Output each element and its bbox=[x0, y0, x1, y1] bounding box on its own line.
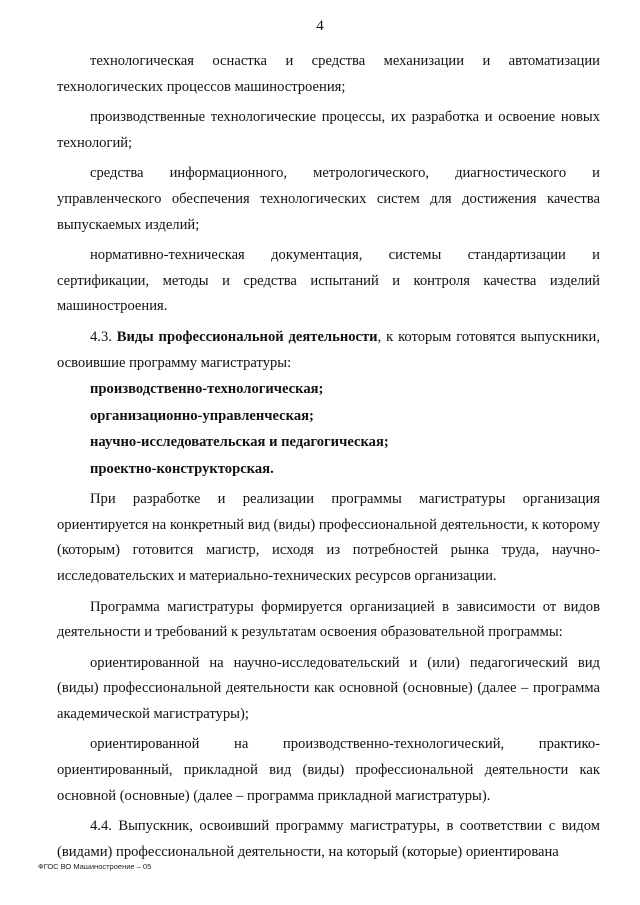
paragraph-program-formation: Программа магистратуры формируется организацией в зависимости от видов деятельности и требований к результатам освоения образовательной программы: bbox=[57, 598, 600, 641]
document-footer: ФГОС ВО Машиностроение – 05 bbox=[38, 862, 152, 871]
document-body bbox=[57, 49, 600, 865]
section-4-3-bold-phrase: Виды профессиональной деятельности bbox=[116, 328, 378, 345]
paragraph-academic-master: ориентированной на научно-исследовательский и (или) педагогический вид (виды) профессиональной деятельности как основной (основные) (далее – программа академической магистратуры); bbox=[57, 654, 600, 722]
paragraph-documentation: нормативно-техническая документация, системы стандартизации и сертификации, методы и средства испытаний и контроля качества изделий машиностроения. bbox=[57, 247, 600, 315]
activity-type-item: проектно-конструкторская. bbox=[90, 460, 274, 477]
section-4-3-paragraph bbox=[57, 325, 600, 376]
paragraph-applied-master: ориентированной на производственно-технологический, практико-ориентированный, прикладной вид (виды) профессиональной деятельности как основной (основные) (далее – программа прикладной магистратуры). bbox=[57, 736, 600, 804]
paragraph-program-orientation: При разработке и реализации программы магистратуры организация ориентируется на конкретный вид (виды) профессиональной деятельности, к которому (которым) готовится магистр, исходя из потребностей рынка труда, научно-исследовательских и материально-технических ресурсов организации. bbox=[57, 491, 600, 584]
section-4-3-number: 4.3. bbox=[90, 328, 117, 345]
section-4-4-paragraph: 4.4. Выпускник, освоивший программу магистратуры, в соответствии с видом (видами) профессиональной деятельности, на который (которые) ориентирована bbox=[57, 818, 600, 860]
activity-type-item: производственно-технологическая; bbox=[90, 381, 324, 398]
page-number: 4 bbox=[316, 18, 324, 34]
activity-type-item: научно-исследовательская и педагогическая; bbox=[90, 434, 389, 451]
section-4-3-rest: , к которым готовятся выпускники, освоившие программу магистратуры: bbox=[57, 328, 600, 371]
paragraph-support-means: средства информационного, метрологического, диагностического и управленческого обеспечения технологических систем для достижения качества выпускаемых изделий; bbox=[57, 165, 600, 233]
activity-type-item: организационно-управленческая; bbox=[90, 407, 314, 424]
paragraph-processes: производственные технологические процессы, их разработка и освоение новых технологий; bbox=[57, 109, 600, 151]
paragraph-equipment: технологическая оснастка и средства механизации и автоматизации технологических процессов машиностроения; bbox=[57, 53, 600, 95]
